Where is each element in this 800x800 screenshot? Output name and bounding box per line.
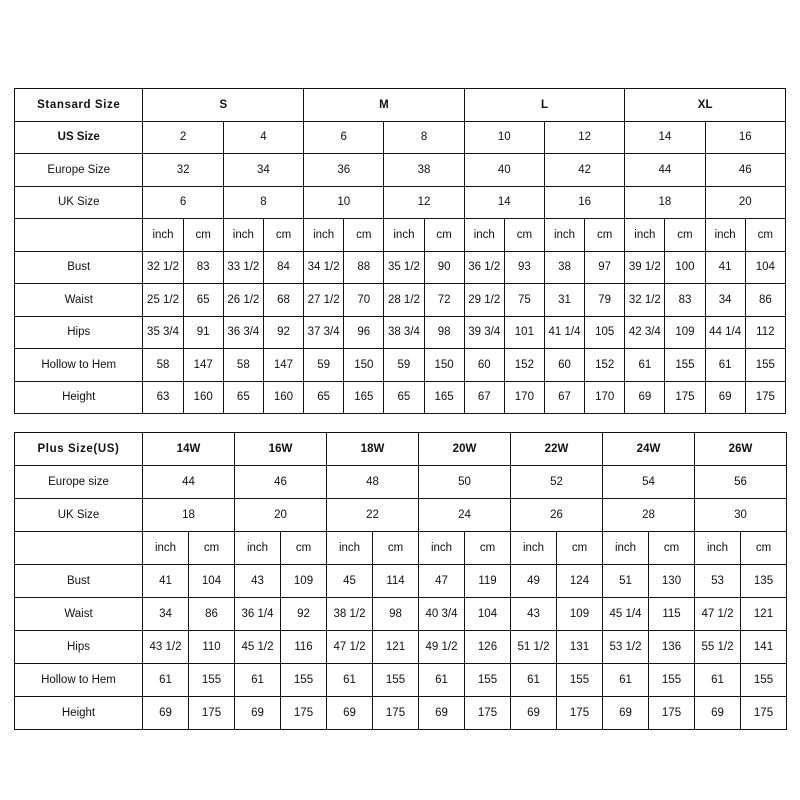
cell: 45 1/4 [603, 598, 649, 631]
cell: 72 [424, 284, 464, 317]
unit-label: inch [304, 219, 344, 252]
cell: 35 1/2 [384, 251, 424, 284]
us-size-value: 12 [544, 121, 624, 154]
cell: 135 [741, 565, 787, 598]
cell: 101 [504, 316, 544, 349]
cell: 61 [511, 664, 557, 697]
plus-uk-size-value: 30 [695, 499, 787, 532]
unit-label: cm [281, 532, 327, 565]
cell: 67 [544, 381, 584, 414]
cell: 41 [143, 565, 189, 598]
plus-size-table [14, 432, 787, 730]
cell: 175 [665, 381, 705, 414]
plus-uk-size-value: 28 [603, 499, 695, 532]
cell: 90 [424, 251, 464, 284]
plus-europe-size-value: 48 [327, 466, 419, 499]
plus-uk-size-value: 20 [235, 499, 327, 532]
group-label-l: L [464, 89, 625, 122]
cell: 63 [143, 381, 183, 414]
cell: 69 [625, 381, 665, 414]
cell: 170 [585, 381, 625, 414]
us-size-value: 2 [143, 121, 223, 154]
unit-label: inch [384, 219, 424, 252]
uk-size-value: 8 [223, 186, 303, 219]
cell: 61 [327, 664, 373, 697]
unit-label: inch [464, 219, 504, 252]
unit-label: inch [625, 219, 665, 252]
cell: 25 1/2 [143, 284, 183, 317]
standard-size-table [14, 88, 786, 414]
cell: 175 [649, 697, 695, 730]
europe-size-value: 36 [304, 154, 384, 187]
cell: 109 [557, 598, 603, 631]
cell: 175 [745, 381, 785, 414]
cell: 92 [281, 598, 327, 631]
cell: 86 [745, 284, 785, 317]
group-label-s: S [143, 89, 304, 122]
units-row-empty-label [15, 219, 143, 252]
table-row-units [15, 219, 786, 252]
uk-size-value: 10 [304, 186, 384, 219]
cell: 79 [585, 284, 625, 317]
cell: 175 [281, 697, 327, 730]
cell: 27 1/2 [304, 284, 344, 317]
table-row [15, 316, 786, 349]
cell: 61 [695, 664, 741, 697]
us-size-value: 16 [705, 121, 785, 154]
cell: 91 [183, 316, 223, 349]
cell: 69 [235, 697, 281, 730]
table-row [15, 284, 786, 317]
plus-europe-size-value: 54 [603, 466, 695, 499]
cell: 136 [649, 631, 695, 664]
cell: 104 [189, 565, 235, 598]
cell: 155 [741, 664, 787, 697]
cell: 116 [281, 631, 327, 664]
cell: 155 [745, 349, 785, 382]
unit-label: inch [511, 532, 557, 565]
cell: 36 3/4 [223, 316, 263, 349]
cell: 40 3/4 [419, 598, 465, 631]
cell: 65 [384, 381, 424, 414]
table-row-group-header [15, 89, 786, 122]
cell: 47 1/2 [327, 631, 373, 664]
us-size-value: 14 [625, 121, 705, 154]
cell: 61 [625, 349, 665, 382]
row-label-uk-size: UK Size [15, 186, 143, 219]
cell: 32 1/2 [143, 251, 183, 284]
cell: 26 1/2 [223, 284, 263, 317]
row-label-bust: Bust [15, 251, 143, 284]
cell: 59 [304, 349, 344, 382]
cell: 45 1/2 [235, 631, 281, 664]
table-row-plus-header [15, 433, 787, 466]
cell: 58 [143, 349, 183, 382]
cell: 43 [235, 565, 281, 598]
row-label-waist: Waist [15, 598, 143, 631]
cell: 119 [465, 565, 511, 598]
cell: 69 [143, 697, 189, 730]
unit-label: cm [557, 532, 603, 565]
cell: 36 1/2 [464, 251, 504, 284]
cell: 147 [183, 349, 223, 382]
cell: 110 [189, 631, 235, 664]
cell: 112 [745, 316, 785, 349]
cell: 49 [511, 565, 557, 598]
cell: 83 [183, 251, 223, 284]
uk-size-value: 16 [544, 186, 624, 219]
plus-size-20w: 20W [419, 433, 511, 466]
cell: 61 [603, 664, 649, 697]
plus-size-18w: 18W [327, 433, 419, 466]
group-label-m: M [304, 89, 465, 122]
cell: 65 [183, 284, 223, 317]
cell: 141 [741, 631, 787, 664]
unit-label: cm [263, 219, 303, 252]
cell: 65 [223, 381, 263, 414]
plus-units-row-empty-label [15, 532, 143, 565]
cell: 175 [741, 697, 787, 730]
table-row [15, 697, 787, 730]
us-size-value: 4 [223, 121, 303, 154]
plus-size-table-wrap [14, 432, 786, 730]
cell: 175 [189, 697, 235, 730]
unit-label: cm [189, 532, 235, 565]
cell: 60 [544, 349, 584, 382]
cell: 155 [465, 664, 511, 697]
europe-size-value: 32 [143, 154, 223, 187]
cell: 104 [745, 251, 785, 284]
table-row-uk-size [15, 186, 786, 219]
cell: 126 [465, 631, 511, 664]
plus-europe-size-value: 44 [143, 466, 235, 499]
plus-europe-size-value: 52 [511, 466, 603, 499]
cell: 28 1/2 [384, 284, 424, 317]
cell: 124 [557, 565, 603, 598]
cell: 35 3/4 [143, 316, 183, 349]
cell: 65 [304, 381, 344, 414]
cell: 155 [281, 664, 327, 697]
europe-size-value: 46 [705, 154, 785, 187]
cell: 41 [705, 251, 745, 284]
group-label-xl: XL [625, 89, 786, 122]
cell: 109 [281, 565, 327, 598]
plus-size-22w: 22W [511, 433, 603, 466]
cell: 36 1/4 [235, 598, 281, 631]
cell: 58 [223, 349, 263, 382]
cell: 150 [424, 349, 464, 382]
cell: 39 3/4 [464, 316, 504, 349]
unit-label: cm [465, 532, 511, 565]
unit-label: inch [544, 219, 584, 252]
plus-europe-size-value: 56 [695, 466, 787, 499]
cell: 155 [189, 664, 235, 697]
us-size-value: 10 [464, 121, 544, 154]
cell: 69 [419, 697, 465, 730]
unit-label: inch [705, 219, 745, 252]
cell: 150 [344, 349, 384, 382]
table-row [15, 598, 787, 631]
unit-label: cm [649, 532, 695, 565]
cell: 69 [695, 697, 741, 730]
europe-size-value: 44 [625, 154, 705, 187]
cell: 115 [649, 598, 695, 631]
cell: 51 [603, 565, 649, 598]
cell: 61 [705, 349, 745, 382]
cell: 53 [695, 565, 741, 598]
row-label-height: Height [15, 697, 143, 730]
row-label-height: Height [15, 381, 143, 414]
unit-label: cm [424, 219, 464, 252]
row-label-us-size: US Size [15, 121, 143, 154]
cell: 96 [344, 316, 384, 349]
cell: 175 [373, 697, 419, 730]
europe-size-value: 42 [544, 154, 624, 187]
cell: 69 [511, 697, 557, 730]
cell: 42 3/4 [625, 316, 665, 349]
cell: 43 [511, 598, 557, 631]
cell: 38 [544, 251, 584, 284]
uk-size-value: 6 [143, 186, 223, 219]
plus-corner-label: Plus Size(US) [15, 433, 143, 466]
plus-uk-size-value: 26 [511, 499, 603, 532]
cell: 93 [504, 251, 544, 284]
cell: 155 [665, 349, 705, 382]
standard-size-table-wrap [14, 88, 786, 414]
table-row [15, 631, 787, 664]
row-label-hollow-to-hem: Hollow to Hem [15, 349, 143, 382]
unit-label: inch [419, 532, 465, 565]
unit-label: inch [143, 219, 183, 252]
table-row [15, 565, 787, 598]
cell: 61 [143, 664, 189, 697]
table-row [15, 664, 787, 697]
cell: 98 [424, 316, 464, 349]
cell: 84 [263, 251, 303, 284]
cell: 61 [419, 664, 465, 697]
cell: 69 [327, 697, 373, 730]
cell: 121 [373, 631, 419, 664]
table-row [15, 251, 786, 284]
table-row-plus-europe-size [15, 466, 787, 499]
cell: 152 [585, 349, 625, 382]
plus-size-24w: 24W [603, 433, 695, 466]
cell: 33 1/2 [223, 251, 263, 284]
cell: 130 [649, 565, 695, 598]
cell: 70 [344, 284, 384, 317]
cell: 60 [464, 349, 504, 382]
cell: 160 [263, 381, 303, 414]
unit-label: cm [504, 219, 544, 252]
row-label-waist: Waist [15, 284, 143, 317]
unit-label: inch [603, 532, 649, 565]
plus-size-14w: 14W [143, 433, 235, 466]
cell: 51 1/2 [511, 631, 557, 664]
cell: 68 [263, 284, 303, 317]
cell: 92 [263, 316, 303, 349]
plus-uk-size-value: 24 [419, 499, 511, 532]
cell: 165 [344, 381, 384, 414]
cell: 55 1/2 [695, 631, 741, 664]
unit-label: cm [741, 532, 787, 565]
europe-size-value: 40 [464, 154, 544, 187]
table-row [15, 349, 786, 382]
cell: 121 [741, 598, 787, 631]
unit-label: cm [585, 219, 625, 252]
table-row-plus-uk-size [15, 499, 787, 532]
unit-label: cm [373, 532, 419, 565]
table-row-europe-size [15, 154, 786, 187]
row-label-uk-size: UK Size [15, 499, 143, 532]
plus-europe-size-value: 50 [419, 466, 511, 499]
cell: 155 [649, 664, 695, 697]
cell: 29 1/2 [464, 284, 504, 317]
cell: 152 [504, 349, 544, 382]
plus-uk-size-value: 18 [143, 499, 235, 532]
unit-label: inch [223, 219, 263, 252]
unit-label: cm [344, 219, 384, 252]
plus-europe-size-value: 46 [235, 466, 327, 499]
cell: 37 3/4 [304, 316, 344, 349]
cell: 160 [183, 381, 223, 414]
cell: 31 [544, 284, 584, 317]
table-row [15, 381, 786, 414]
cell: 38 1/2 [327, 598, 373, 631]
cell: 41 1/4 [544, 316, 584, 349]
row-label-europe-size: Europe size [15, 466, 143, 499]
cell: 34 1/2 [304, 251, 344, 284]
cell: 175 [465, 697, 511, 730]
cell: 86 [189, 598, 235, 631]
unit-label: cm [665, 219, 705, 252]
us-size-value: 6 [304, 121, 384, 154]
cell: 155 [373, 664, 419, 697]
row-label-hips: Hips [15, 316, 143, 349]
cell: 104 [465, 598, 511, 631]
cell: 44 1/4 [705, 316, 745, 349]
uk-size-value: 20 [705, 186, 785, 219]
cell: 34 [705, 284, 745, 317]
cell: 105 [585, 316, 625, 349]
cell: 155 [557, 664, 603, 697]
row-label-hips: Hips [15, 631, 143, 664]
cell: 67 [464, 381, 504, 414]
cell: 32 1/2 [625, 284, 665, 317]
cell: 88 [344, 251, 384, 284]
cell: 49 1/2 [419, 631, 465, 664]
cell: 47 [419, 565, 465, 598]
cell: 69 [603, 697, 649, 730]
plus-size-26w: 26W [695, 433, 787, 466]
unit-label: inch [695, 532, 741, 565]
unit-label: inch [143, 532, 189, 565]
cell: 170 [504, 381, 544, 414]
cell: 175 [557, 697, 603, 730]
cell: 109 [665, 316, 705, 349]
uk-size-value: 14 [464, 186, 544, 219]
cell: 38 3/4 [384, 316, 424, 349]
table-row-us-size [15, 121, 786, 154]
row-label-europe-size: Europe Size [15, 154, 143, 187]
us-size-value: 8 [384, 121, 464, 154]
cell: 61 [235, 664, 281, 697]
cell: 98 [373, 598, 419, 631]
cell: 69 [705, 381, 745, 414]
plus-size-16w: 16W [235, 433, 327, 466]
cell: 43 1/2 [143, 631, 189, 664]
cell: 83 [665, 284, 705, 317]
cell: 75 [504, 284, 544, 317]
uk-size-value: 18 [625, 186, 705, 219]
unit-label: cm [745, 219, 785, 252]
cell: 45 [327, 565, 373, 598]
europe-size-value: 34 [223, 154, 303, 187]
unit-label: inch [235, 532, 281, 565]
table-row-plus-units [15, 532, 787, 565]
cell: 114 [373, 565, 419, 598]
row-label-bust: Bust [15, 565, 143, 598]
unit-label: cm [183, 219, 223, 252]
cell: 59 [384, 349, 424, 382]
europe-size-value: 38 [384, 154, 464, 187]
cell: 53 1/2 [603, 631, 649, 664]
cell: 47 1/2 [695, 598, 741, 631]
standard-corner-label: Stansard Size [15, 89, 143, 122]
cell: 39 1/2 [625, 251, 665, 284]
plus-uk-size-value: 22 [327, 499, 419, 532]
cell: 34 [143, 598, 189, 631]
unit-label: inch [327, 532, 373, 565]
cell: 97 [585, 251, 625, 284]
uk-size-value: 12 [384, 186, 464, 219]
cell: 165 [424, 381, 464, 414]
cell: 100 [665, 251, 705, 284]
cell: 131 [557, 631, 603, 664]
row-label-hollow-to-hem: Hollow to Hem [15, 664, 143, 697]
cell: 147 [263, 349, 303, 382]
